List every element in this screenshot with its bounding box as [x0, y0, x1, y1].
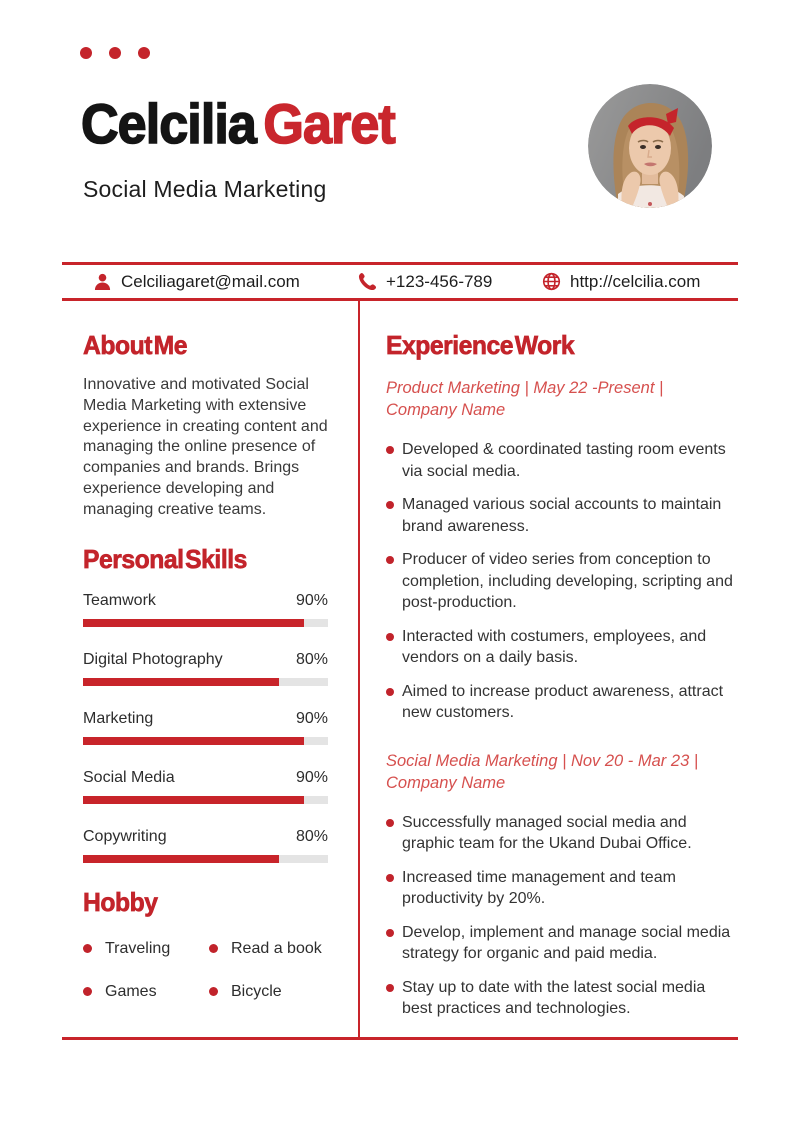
skill-label: Teamwork	[83, 591, 156, 609]
phone-icon	[358, 272, 377, 291]
hobby-heading: Hobby	[83, 886, 158, 917]
contact-phone-text: +123-456-789	[386, 271, 493, 291]
hobby-item: Read a book	[209, 940, 328, 958]
skill-bar-track	[83, 855, 328, 863]
skill-percent: 90%	[295, 591, 328, 609]
skill-bar-track	[83, 737, 328, 745]
job-title-subtitle: Social Media Marketing	[83, 176, 327, 202]
job-bullet-list	[386, 812, 738, 1020]
job-bullet: Developed & coordinated tasting room events via social media.	[386, 439, 738, 482]
hobby-item: Traveling	[83, 940, 209, 958]
contact-bar	[62, 262, 738, 301]
content-frame	[62, 262, 738, 1040]
skill-percent: 90%	[295, 709, 328, 727]
skill-label: Social Media	[83, 768, 175, 786]
skill-label: Marketing	[83, 709, 154, 727]
hobby-list	[83, 940, 328, 1001]
experience-heading: Experience Work	[386, 330, 575, 360]
about-heading: About Me	[83, 330, 187, 360]
skill-bar-fill	[83, 678, 279, 686]
decorative-dots	[80, 47, 150, 59]
skill-item	[83, 651, 328, 686]
contact-phone[interactable]	[358, 265, 492, 298]
job-bullet: Develop, implement and manage social media strategy for organic and paid media.	[386, 922, 738, 965]
job-bullet-list	[386, 439, 738, 724]
contact-email[interactable]	[93, 265, 300, 298]
job-bullet: Managed various social accounts to maintain brand awareness.	[386, 494, 738, 537]
skill-bar-track	[83, 796, 328, 804]
dot-icon	[138, 47, 150, 59]
skill-item	[83, 710, 328, 745]
skill-bar-fill	[83, 855, 279, 863]
skill-percent: 90%	[295, 768, 328, 786]
contact-website[interactable]	[542, 265, 700, 298]
contact-email-text: Celciliagaret@mail.com	[121, 271, 300, 291]
skill-bar-fill	[83, 619, 304, 627]
dot-icon	[80, 47, 92, 59]
job-bullet: Producer of video series from conception to completion, including developing, scripting and post-production.	[386, 549, 738, 614]
contact-website-text: http://celcilia.com	[570, 271, 701, 291]
skill-bar-track	[83, 619, 328, 627]
job-bullet: Interacted with costumers, employees, and vendors on a daily basis.	[386, 626, 738, 669]
skill-item	[83, 592, 328, 627]
about-text: Innovative and motivated Social Media Marketing with extensive experience in creating content and managing the online presence of companies and brands. Brings experience developing and managing creative teams.	[83, 376, 328, 518]
job-bullet: Stay up to date with the latest social media best practices and technologies.	[386, 977, 738, 1020]
skill-percent: 80%	[295, 650, 328, 668]
profile-photo-illustration	[588, 84, 712, 208]
skill-item	[83, 828, 328, 863]
globe-icon	[542, 272, 561, 291]
job-bullet: Successfully managed social media and graphic team for the Ukand Dubai Office.	[386, 812, 738, 855]
skills-list	[83, 592, 328, 863]
skill-bar-fill	[83, 796, 304, 804]
page-title	[81, 92, 395, 156]
experience-jobs	[386, 377, 738, 1020]
skill-label: Digital Photography	[83, 650, 223, 668]
name-last: Garet	[263, 92, 395, 155]
skill-bar-fill	[83, 737, 304, 745]
profile-photo	[588, 84, 712, 208]
skill-item	[83, 769, 328, 804]
skill-bar-track	[83, 678, 328, 686]
right-column	[360, 301, 738, 1037]
main-columns	[62, 301, 738, 1040]
hobby-item: Bicycle	[209, 983, 328, 1001]
skill-label: Copywriting	[83, 827, 167, 845]
skill-percent: 80%	[295, 827, 328, 845]
job-title: Product Marketing | May 22 -Present | Company Name	[386, 379, 664, 419]
dot-icon	[109, 47, 121, 59]
job-title: Social Media Marketing | Nov 20 - Mar 23 | Company Name	[386, 751, 699, 792]
job-bullet: Aimed to increase product awareness, attract new customers.	[386, 681, 738, 724]
hobby-item: Games	[83, 983, 209, 1001]
header	[0, 0, 793, 262]
skills-heading: Personal Skills	[83, 543, 247, 574]
left-column	[62, 301, 358, 1037]
job-bullet: Increased time management and team productivity by 20%.	[386, 867, 738, 910]
name-first: Celcilia	[81, 92, 256, 155]
person-icon	[93, 272, 112, 291]
